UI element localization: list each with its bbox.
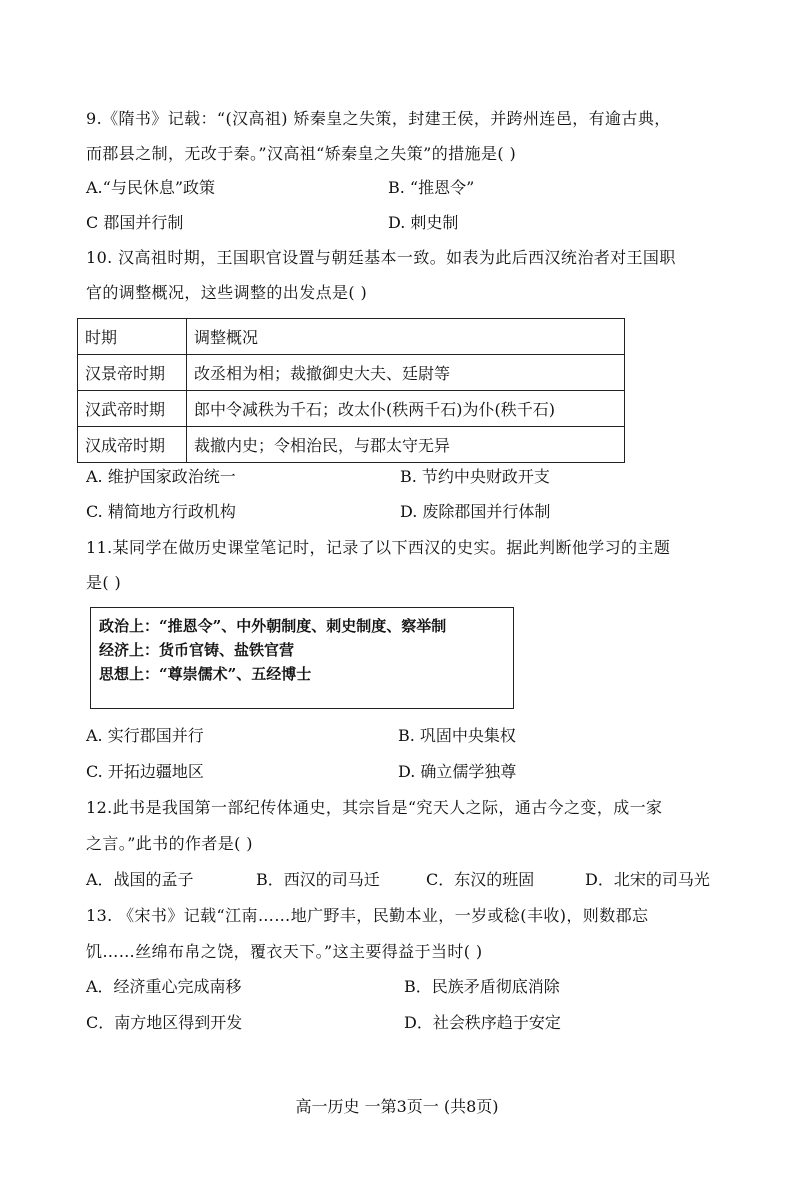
q13-option-d: D．社会秩序趋于安定 bbox=[404, 1013, 561, 1032]
q10-option-a: A. 维护国家政治统一 bbox=[86, 467, 236, 486]
table-cell: 汉景帝时期 bbox=[78, 355, 187, 391]
q11-notes-economy: 经济上：货币官铸、盐铁官营 bbox=[99, 641, 295, 659]
q11-notes-thought: 思想上：“尊崇儒术”、五经博士 bbox=[99, 665, 312, 683]
table-row bbox=[78, 391, 625, 427]
q9-stem-line2: 而郡县之制，无改于秦。”汉高祖“矫秦皇之失策”的措施是( ) bbox=[86, 144, 517, 163]
q12-option-a: A．战国的孟子 bbox=[86, 870, 194, 889]
q11-stem-line1: 11.某同学在做历史课堂笔记时，记录了以下西汉的史实。据此判断他学习的主题 bbox=[86, 538, 671, 557]
q9-option-a: A.“与民休息”政策 bbox=[86, 178, 216, 197]
q10-stem-line1: 10. 汉高祖时期，王国职官设置与朝廷基本一致。如表为此后西汉统治者对王国职 bbox=[86, 248, 676, 267]
q10-option-b: B. 节约中央财政开支 bbox=[400, 467, 550, 486]
page-footer: 高一历史 一第3页一 (共8页) bbox=[295, 1097, 499, 1116]
q9-stem-line1: 9.《隋书》记载：“(汉高祖) 矫秦皇之失策，封建王侯，并跨州连邑，有逾古典， bbox=[86, 109, 671, 128]
table-cell: 裁撤内史；令相治民，与郡太守无异 bbox=[187, 427, 625, 463]
q11-notes-box bbox=[90, 607, 514, 709]
q12-option-b: B．西汉的司马迁 bbox=[256, 870, 380, 889]
q13-stem-line2: 饥……丝绵布帛之饶，覆衣天下。”这主要得益于当时( ) bbox=[86, 942, 483, 961]
q11-option-d: D. 确立儒学独尊 bbox=[398, 762, 517, 781]
table-header-cell: 时期 bbox=[78, 319, 187, 355]
table-row bbox=[78, 427, 625, 463]
q13-option-b: B．民族矛盾彻底消除 bbox=[404, 977, 560, 996]
q12-stem-line1: 12.此书是我国第一部纪传体通史，其宗旨是“究天人之际，通古今之变，成一家 bbox=[86, 798, 663, 817]
table-cell: 郎中令减秩为千石；改太仆(秩两千石)为仆(秩千石) bbox=[187, 391, 625, 427]
q11-notes-politics: 政治上：“推恩令”、中外朝制度、刺史制度、察举制 bbox=[99, 617, 447, 635]
q13-option-c: C．南方地区得到开发 bbox=[86, 1013, 243, 1032]
q10-table bbox=[77, 318, 625, 463]
q10-stem-line2: 官的调整概况，这些调整的出发点是( ) bbox=[86, 283, 368, 302]
q9-option-b: B. “推恩令” bbox=[388, 178, 475, 197]
q9-option-c: C 郡国并行制 bbox=[86, 213, 184, 232]
q9-option-d: D. 刺史制 bbox=[388, 213, 459, 232]
q11-option-b: B. 巩固中央集权 bbox=[398, 726, 516, 745]
q13-stem-line1: 13. 《宋书》记载“江南……地广野丰，民勤本业，一岁或稔(丰收)，则数郡忘 bbox=[86, 906, 649, 925]
q13-option-a: A．经济重心完成南移 bbox=[86, 977, 242, 996]
table-cell: 汉成帝时期 bbox=[78, 427, 187, 463]
table-cell: 汉武帝时期 bbox=[78, 391, 187, 427]
table-header-row bbox=[78, 319, 625, 355]
q12-option-d: D．北宋的司马光 bbox=[585, 870, 710, 889]
q11-option-c: C. 开拓边疆地区 bbox=[86, 762, 204, 781]
table-cell: 改丞相为相；裁撤御史大夫、廷尉等 bbox=[187, 355, 625, 391]
q10-option-d: D. 废除郡国并行体制 bbox=[400, 502, 551, 521]
table-header-cell: 调整概况 bbox=[187, 319, 625, 355]
q10-option-c: C. 精简地方行政机构 bbox=[86, 502, 236, 521]
q12-option-c: C．东汉的班固 bbox=[426, 870, 535, 889]
q12-stem-line2: 之言。”此书的作者是( ) bbox=[86, 834, 253, 853]
q11-stem-line2: 是( ) bbox=[86, 573, 122, 592]
table-row bbox=[78, 355, 625, 391]
q11-option-a: A. 实行郡国并行 bbox=[86, 726, 204, 745]
